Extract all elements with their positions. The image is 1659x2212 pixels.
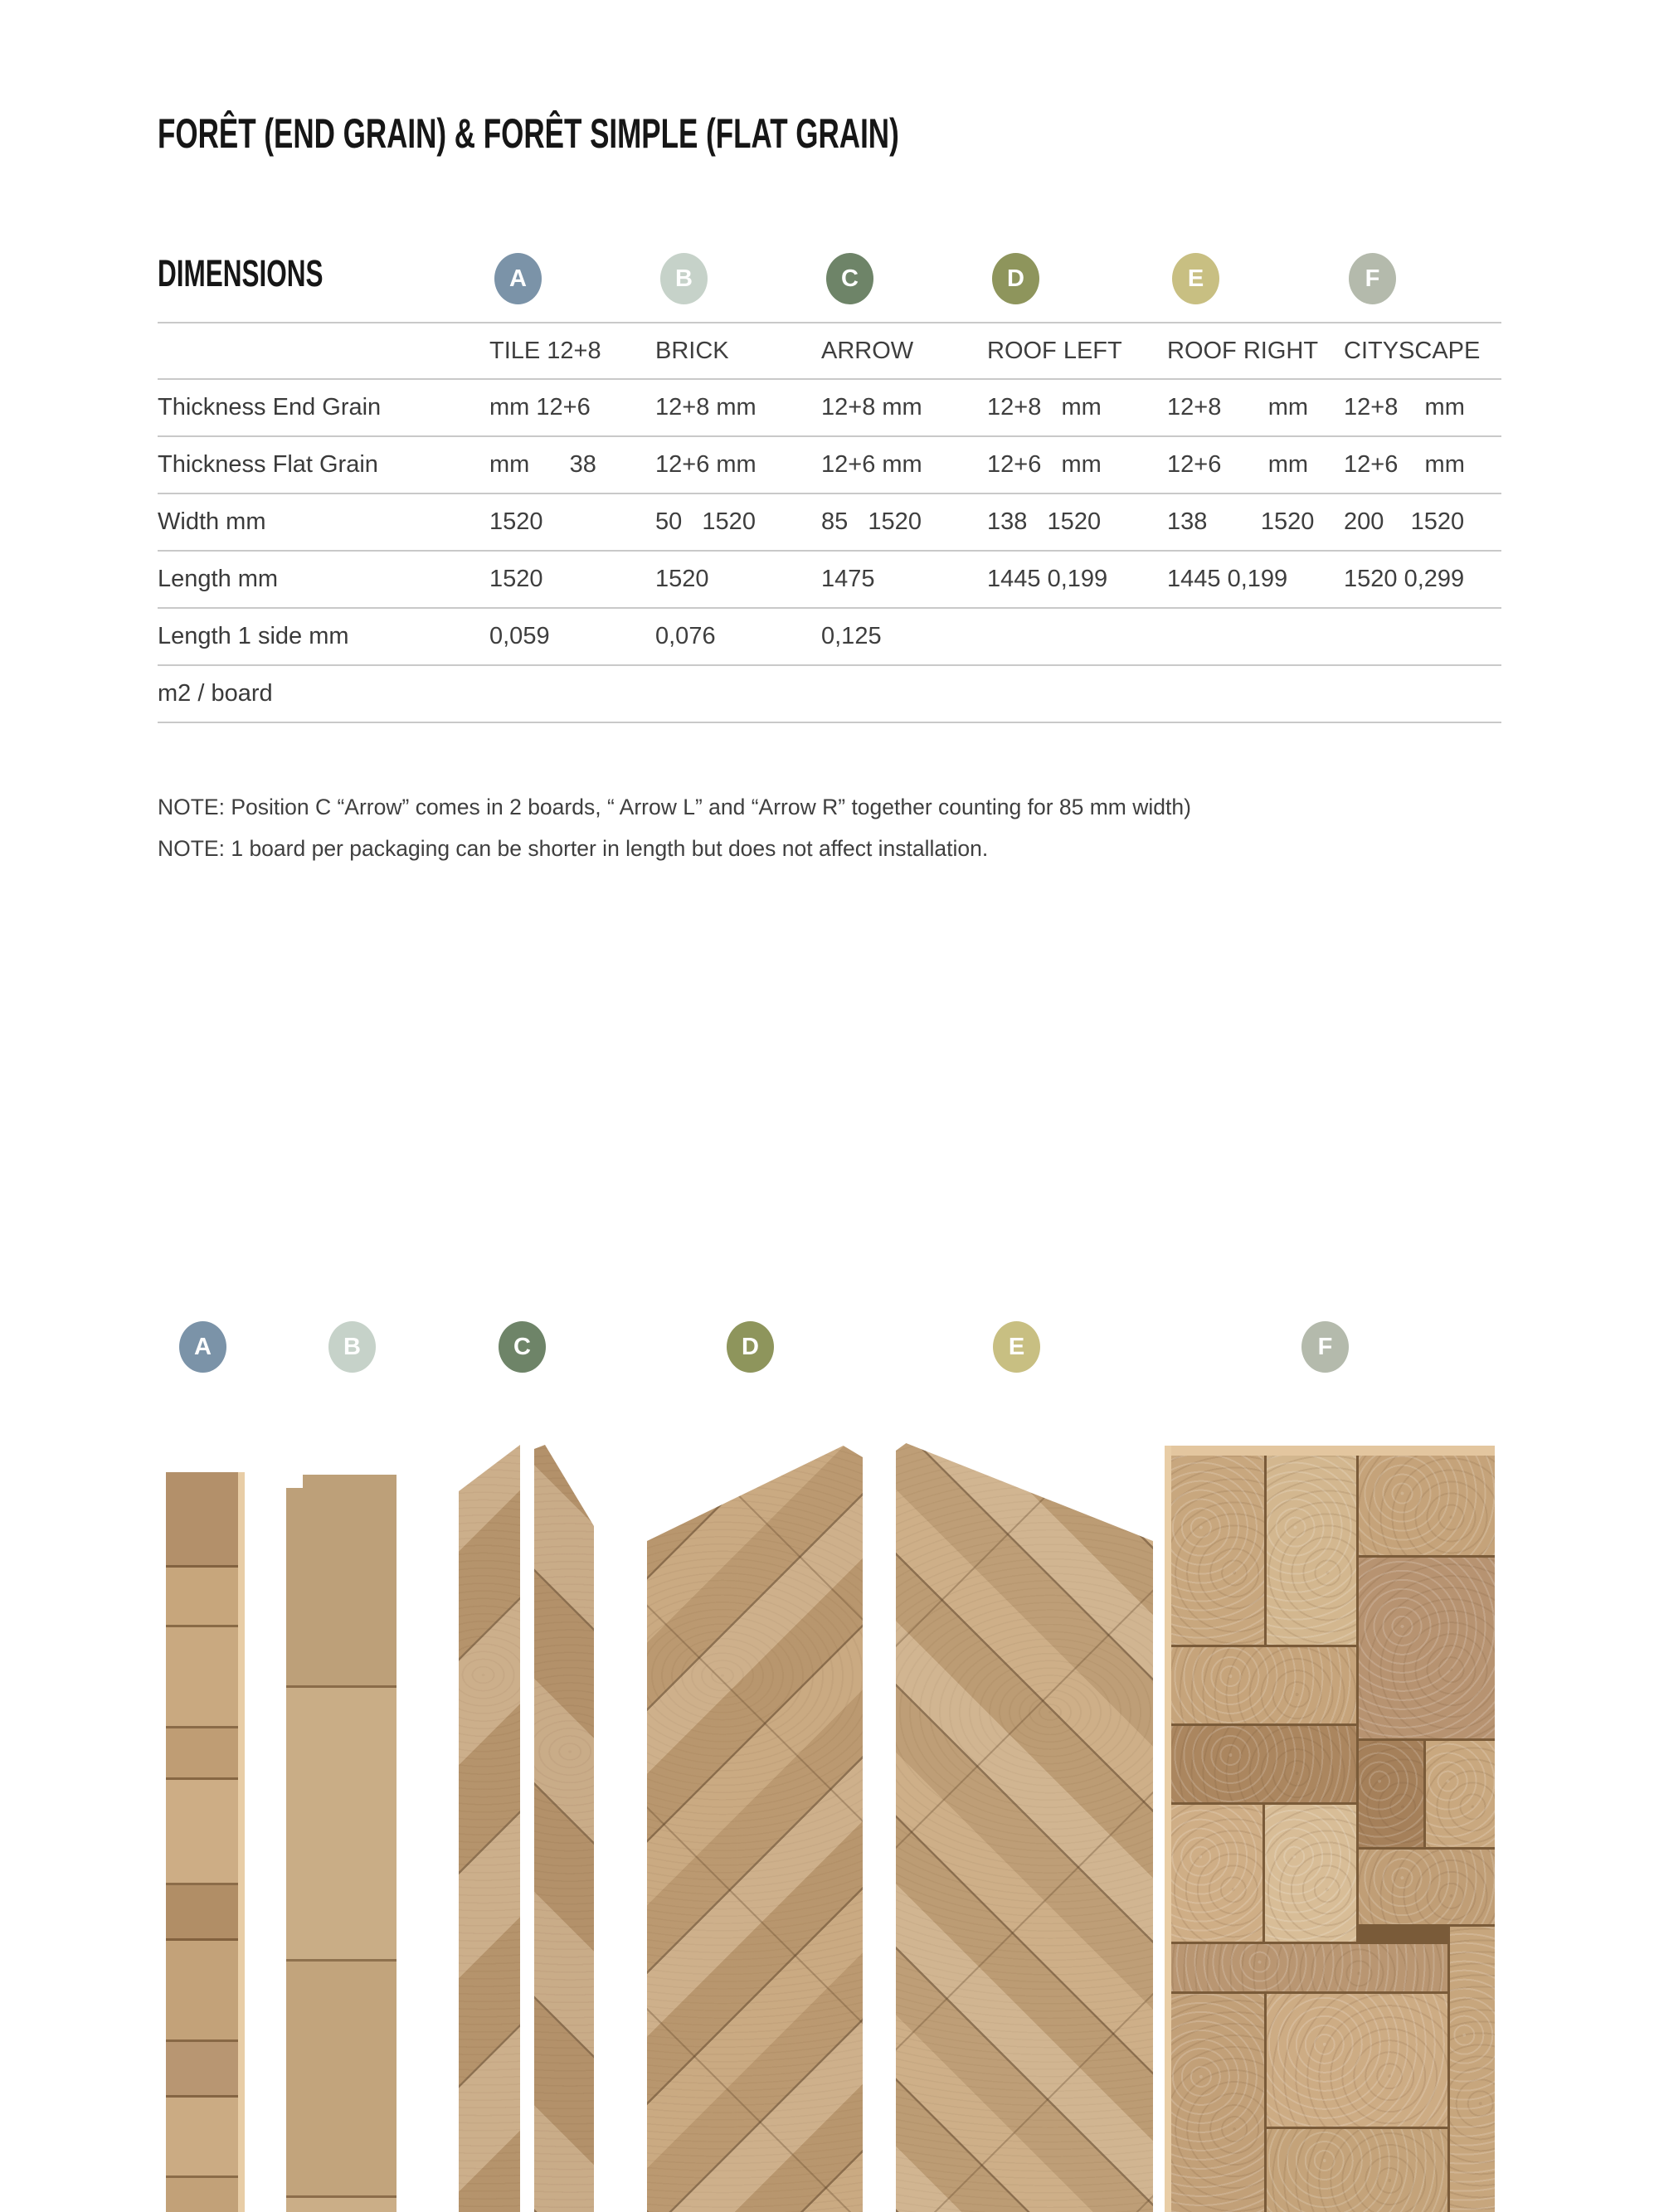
dimension-cell-a: 0,059 — [489, 609, 655, 666]
wood-sample-arrow-right — [534, 1445, 594, 2212]
dimension-cell-e: 12+8 mm — [1167, 380, 1344, 437]
product-badge — [1349, 253, 1396, 304]
dimension-cell-c: 12+6 mm — [821, 437, 987, 494]
mosaic-block — [1267, 1994, 1447, 2127]
mosaic-block — [1171, 1726, 1356, 1802]
wood-block — [166, 2098, 238, 2178]
mosaic-block — [1450, 1927, 1495, 2212]
dimension-cell-c: 0,125 — [821, 609, 987, 666]
wood-block — [166, 1728, 238, 1780]
mosaic-block — [1171, 1805, 1262, 1942]
mosaic-block — [1171, 1456, 1264, 1645]
wood-block — [166, 2178, 238, 2212]
dimension-cell-d — [987, 609, 1167, 666]
wood-block — [166, 1885, 238, 1941]
dimension-cell-f: 12+8 mm — [1344, 380, 1501, 437]
product-badge — [494, 253, 542, 304]
product-badge — [179, 1321, 226, 1373]
product-badge — [499, 1321, 546, 1373]
dimension-cell-e: 138 1520 — [1167, 494, 1344, 552]
column-header-e: ROOF RIGHT — [1167, 322, 1344, 380]
wood-block — [166, 2042, 238, 2098]
dimension-cell-b: 12+6 mm — [655, 437, 821, 494]
dimension-cell-c: 85 1520 — [821, 494, 987, 552]
dimension-cell-d — [987, 666, 1167, 723]
page-title: FORÊT (END GRAIN) & FORÊT SIMPLE (FLAT GRAIN) — [158, 110, 899, 157]
product-badge-letter: A — [509, 265, 527, 292]
dimension-cell-b: 12+8 mm — [655, 380, 821, 437]
mosaic-block — [1359, 1850, 1495, 1924]
dimension-cell-b: 1520 — [655, 552, 821, 609]
dimension-cell-d: 1445 0,199 — [987, 552, 1167, 609]
mosaic-block — [1359, 1456, 1495, 1555]
mosaic-block — [1265, 1805, 1356, 1942]
product-badge — [993, 1321, 1040, 1373]
dimension-cell-b: 50 1520 — [655, 494, 821, 552]
wood-sample-arrow-left — [459, 1445, 520, 2212]
dimension-cell-f: 200 1520 — [1344, 494, 1501, 552]
row-label: Length 1 side mm — [158, 609, 489, 666]
product-badge-letter: F — [1317, 1333, 1333, 1360]
wood-block — [166, 1472, 238, 1568]
note-arrow-width: NOTE: Position C “Arrow” comes in 2 boards, “ Arrow L” and “Arrow R” together counting for 85 mm width) — [158, 795, 1191, 819]
dimension-cell-f — [1344, 666, 1501, 723]
dimension-cell-e: 1445 0,199 — [1167, 552, 1344, 609]
dimension-cell-e — [1167, 609, 1344, 666]
product-badge-letter: B — [343, 1333, 361, 1360]
mosaic-block — [1359, 1558, 1495, 1738]
product-badge-letter: C — [513, 1333, 531, 1360]
product-badge — [328, 1321, 376, 1373]
dimension-cell-d: 12+8 mm — [987, 380, 1167, 437]
row-label: Thickness End Grain — [158, 380, 489, 437]
dimension-cell-b — [655, 666, 821, 723]
product-badge — [1301, 1321, 1349, 1373]
column-header-a: TILE 12+8 — [489, 322, 655, 380]
dimension-cell-a: 1520 — [489, 552, 655, 609]
dimension-cell-a: mm 38 — [489, 437, 655, 494]
row-label: m2 / board — [158, 666, 489, 723]
column-header-d: ROOF LEFT — [987, 322, 1167, 380]
dimension-cell-f: 1520 0,299 — [1344, 552, 1501, 609]
product-badge-letter: F — [1365, 265, 1380, 292]
row-label: Thickness Flat Grain — [158, 437, 489, 494]
section-heading: DIMENSIONS — [158, 252, 324, 294]
row-label: Length mm — [158, 552, 489, 609]
table-corner-cell — [158, 322, 489, 380]
dimension-cell-a: 1520 — [489, 494, 655, 552]
dimension-cell-d: 12+6 mm — [987, 437, 1167, 494]
wood-plank — [286, 1688, 397, 1962]
wood-block — [166, 1627, 238, 1728]
product-badge-letter: E — [1187, 265, 1204, 292]
wood-plank — [286, 1962, 397, 2198]
mosaic-block — [1171, 1944, 1447, 1991]
mosaic-block — [1267, 2129, 1447, 2212]
dimension-cell-f: 12+6 mm — [1344, 437, 1501, 494]
wood-block — [166, 1568, 238, 1627]
row-label: Width mm — [158, 494, 489, 552]
product-badge-letter: E — [1008, 1333, 1025, 1360]
wood-plank — [286, 2198, 397, 2212]
product-badge-letter: A — [194, 1333, 212, 1360]
dimensions-header-row — [158, 249, 1501, 307]
mosaic-block — [1359, 1741, 1423, 1847]
mosaic-block — [1426, 1741, 1495, 1847]
wood-sample-tile — [166, 1472, 238, 2212]
product-badge — [992, 253, 1039, 304]
wood-block — [166, 1941, 238, 2042]
dimension-cell-a — [489, 666, 655, 723]
dimension-cell-e — [1167, 666, 1344, 723]
mosaic-block — [1171, 1994, 1264, 2212]
wood-plank — [286, 1475, 397, 1688]
notes-block — [158, 786, 1191, 869]
wood-sample-roof-right — [896, 1443, 1153, 2212]
dimension-cell-c: 1475 — [821, 552, 987, 609]
product-badge — [727, 1321, 774, 1373]
mosaic-block — [1171, 1647, 1356, 1723]
dimension-cell-a: mm 12+6 — [489, 380, 655, 437]
product-badge-letter: C — [841, 265, 859, 292]
product-samples-figure — [158, 1294, 1501, 2212]
product-badge — [1172, 253, 1219, 304]
product-badge-letter: D — [742, 1333, 759, 1360]
column-header-c: ARROW — [821, 322, 987, 380]
dimension-cell-f — [1344, 609, 1501, 666]
wood-sample-brick — [286, 1475, 397, 2212]
column-header-f: CITYSCAPE — [1344, 322, 1501, 380]
wood-sample-roof-left — [647, 1446, 863, 2212]
mosaic-block — [1267, 1456, 1356, 1645]
dimensions-table — [158, 322, 1501, 723]
product-badge — [660, 253, 708, 304]
dimension-cell-c: 12+8 mm — [821, 380, 987, 437]
product-badge-letter: D — [1007, 265, 1024, 292]
dimension-cell-e: 12+6 mm — [1167, 437, 1344, 494]
dimension-cell-b: 0,076 — [655, 609, 821, 666]
product-badge-letter: B — [675, 265, 693, 292]
dimension-cell-c — [821, 666, 987, 723]
wood-block — [166, 1780, 238, 1885]
note-board-length: NOTE: 1 board per packaging can be shorter in length but does not affect installation. — [158, 836, 989, 861]
column-header-b: BRICK — [655, 322, 821, 380]
dimension-cell-d: 138 1520 — [987, 494, 1167, 552]
wood-sample-cityscape — [1171, 1456, 1495, 2212]
product-badge — [826, 253, 873, 304]
